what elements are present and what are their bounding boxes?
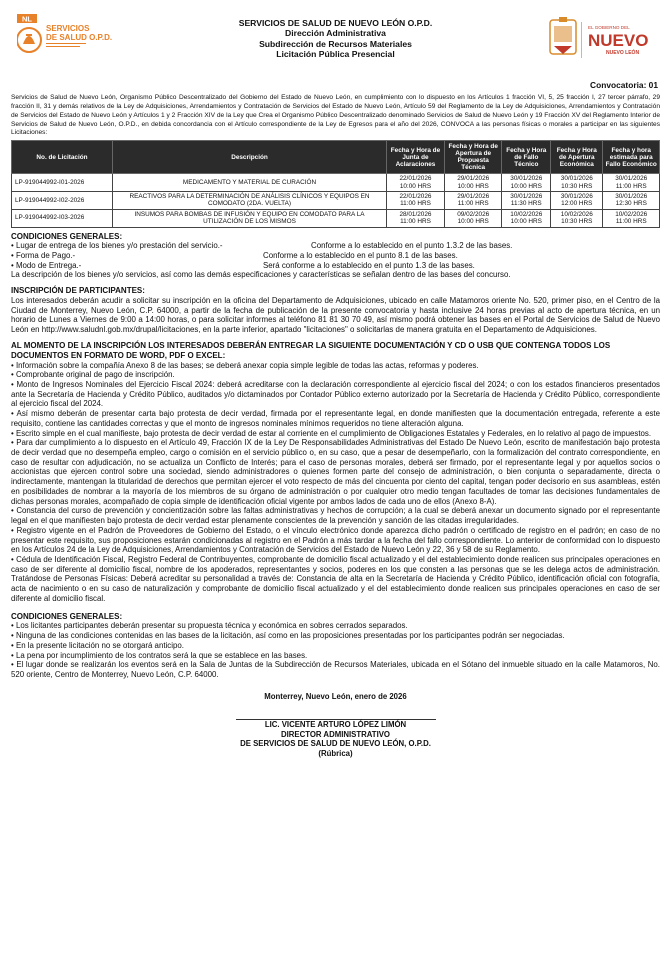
servicios-salud-logo-graphic — [17, 14, 127, 60]
rubrica-label: (Rúbrica) — [318, 748, 353, 758]
signer-org: DE SERVICIOS DE SALUD DE NUEVO LEÓN, O.P.D. — [240, 739, 431, 749]
logo-nl-tag: NL — [22, 14, 32, 24]
doc-item: • Para dar cumplimiento a lo dispuesto en el Artículo 49, Fracción IX de la Ley De Responsabilidades Administrativas del Estado De Nuevo León, escrito de manifestación bajo protesta de decir verdad que no desempeña empleo, cargo o comisión en el servicio público o, en su caso, que a pesar de desempeñarlo, con la formalización del contrato correspondiente, en caso de resultar con adjudicación, no se actualiza un Conflicto de Interés; para el caso de personas morales, deberá ser firmado, por el representante legal y por aquellos socios o accionistas que ejercen control sobre una sociedad, siendo administradores o quienes formen parte del consejo de administración, o bien conjunta o separadamente, directa o indirectamente, mantengan la titularidad de derechos que permitan ejercer el voto respecto de más del cincuenta por ciento del capital, tengan poder decisorio en sus asambleas, estén en posibilidades de nombrar a la mayoría de los miembros de su órgano de administración o por cualquier otro medio tengan facultades de tomar las decisiones fundamentales de dichas personas morales, acompañado de copia simple de identificación oficial vigente por ambos lados de cada uno de ellos (Anexo 8-A). — [11, 438, 660, 506]
inscripcion-text: Los interesados deberán acudir a solicitar su inscripción en la oficina del Departamento de Adquisiciones, ubicado en calle Matamoros oriente No. 520, primer piso, en el Centro de la Ciudad de Monterrey, Nuevo León, C.P. 64000, a partir de la fecha de publicación de la presente convocatoria y hasta inclusive 24 horas previas al acto de apertura técnica, en un horario de Lunes a Viernes de 9:00 a 14:00 horas, o para solicitar informes al teléfono 81 81 30 70 49, así mismo podrá obtener las bases en el Portal de Servicios de Salud de Nuevo León en http://www.saludnl.gob.mx/drupal/licitaciones, en la parte inferior, apartado "licitaciones" o solicitarlas de manera gratuita en el Departamento de Adquisiciones. — [11, 296, 660, 335]
condicion-lugar: • Lugar de entrega de los bienes y/o prestación del servicio.- Conforme a lo establecido en el punto 1.3.2 de las bases. — [11, 241, 513, 251]
condicion-entrega: • Modo de Entrega.- Será conforme a lo establecido en el punto 1.3 de las bases. — [11, 260, 475, 270]
col-apertura-economica: Fecha y Hora de Apertura Económica — [551, 141, 603, 174]
licitaciones-table — [11, 140, 660, 227]
row-date-1: 22/01/2026 11:00 HRS — [387, 192, 445, 210]
condiciones-note: La descripción de los bienes y/o servicios, así como las demás especificaciones y características se señalan dentro de las bases del concurso. — [11, 270, 511, 280]
condicion-item: • La pena por incumplimiento de los contratos será la que se establece en las bases. — [11, 650, 308, 660]
row-date-1: 28/01/2026 11:00 HRS — [387, 209, 445, 227]
row-date-4: 10/02/2026 10:30 HRS — [551, 209, 603, 227]
row-date-2: 09/02/2026 10:00 HRS — [444, 209, 502, 227]
row-date-1: 22/01/2026 10:00 HRS — [387, 174, 445, 192]
row-no: LP-919044992-I03-2026 — [12, 209, 113, 227]
col-no-licitacion: No. de Licitación — [12, 141, 113, 174]
header-dept: Dirección Administrativa — [285, 28, 386, 39]
gobierno-logo-graphic — [548, 16, 652, 64]
document-header — [11, 14, 660, 70]
row-date-3: 30/01/2026 11:30 HRS — [502, 192, 551, 210]
header-org: SERVICIOS DE SALUD DE NUEVO LEÓN O.P.D. — [238, 18, 433, 28]
doc-item: • Comprobante original de pago de inscripción. — [11, 370, 175, 380]
doc-item: • Cédula de Identificación Fiscal, Registro Federal de Contribuyentes, comprobante de domicilio fiscal actualizado y el del establecimiento donde realicen sus principales operaciones en caso de ser diferente al domicilio fiscal, nombre de los apoderados, representantes y socios, poderes en los que consten a las personas que se les delega actos de administración. Tratándose de Personas Físicas: Deberá acreditar su personalidad a través de: Constancia de alta en la Secretaría de Hacienda y Crédito Público, identificación oficial con fotografía, acta de nacimiento o en su caso de naturalización y comprobante de domicilio fiscal actualizado y el del establecimiento donde realicen sus principales operaciones en caso de ser diferente al domicilio fiscal. — [11, 554, 660, 603]
condiciones-generales-2-title: CONDICIONES GENERALES: — [11, 611, 123, 621]
row-date-2: 29/01/2026 10:00 HRS — [444, 174, 502, 192]
row-no: LP-919044992-I02-2026 — [12, 192, 113, 210]
row-desc: INSUMOS PARA BOMBAS DE INFUSIÓN Y EQUIPO EN COMODATO PARA LA UTILIZACIÓN DE LOS MISMOS — [113, 209, 387, 227]
col-junta-aclaraciones: Fecha y Hora de Junta de Aclaraciones — [387, 141, 445, 174]
doc-item: • Así mismo deberán de presentar carta bajo protesta de decir verdad, firmada por el representante legal, en donde manifiesten que la documentación entregada, referente a este requisito, contiene las cantidades correctas y que el monto de ingresos nominales mínimos requeridos no tiene alteración alguna. — [11, 409, 660, 428]
place-date: Monterrey, Nuevo León, enero de 2026 — [264, 691, 407, 701]
row-no: LP-919044992-I01-2026 — [12, 174, 113, 192]
header-subdept: Subdirección de Recursos Materiales — [259, 38, 412, 49]
doc-item: • Constancia del curso de prevención y concientización sobre las faltas administrativas y hechos de corrupción; a la cual se deberá anexar un documento signado por el representante legal en el que manifiesten bajo protesta de decir verdad estar plenamente conscientes de la prevención y sanción de las citadas irregularidades. — [11, 506, 660, 526]
row-desc: MEDICAMENTO Y MATERIAL DE CURACIÓN — [113, 174, 387, 192]
convocatoria-number: Convocatoria: 01 — [590, 80, 658, 90]
documentacion-title: AL MOMENTO DE LA INSCRIPCIÓN LOS INTERESADOS DEBERÁN ENTREGAR LA SIGUIENTE DOCUMENTACIÓN Y CD O USB QUE CONTENGA TODOS LOS DOCUMENTOS EN FORMATO DE WORD, PDF O EXCEL: — [11, 340, 611, 360]
condicion-item: • En la presente licitación no se otorgará anticipo. — [11, 640, 184, 650]
doc-item: • Escrito simple en el cual manifieste, bajo protesta de decir verdad de estar al corriente en el cumplimiento de Obligaciones Estatales y Federales, en lo relativo al pago de impuestos. — [11, 428, 652, 438]
row-date-5: 10/02/2026 11:00 HRS — [603, 209, 660, 227]
table-header-row — [12, 141, 660, 174]
logo-line1: SERVICIOS — [46, 24, 90, 33]
condicion-item: • Ninguna de las condiciones contenidas en las bases de la licitación, así como en las proposiciones presentadas por los participantes podrán ser negociadas. — [11, 631, 565, 641]
row-date-5: 30/01/2026 11:00 HRS — [603, 174, 660, 192]
logo-line2: DE SALUD O.P.D. — [46, 33, 113, 42]
signer-name: LIC. VICENTE ARTURO LÓPEZ LIMÓN — [264, 720, 407, 730]
table-row — [12, 209, 660, 227]
row-date-4: 30/01/2026 10:30 HRS — [551, 174, 603, 192]
condicion-pago: • Forma de Pago.- Conforme a lo establecido en el punto 8.1 de las bases. — [11, 251, 458, 261]
col-fallo-economico: Fecha y hora estimada para Fallo Económico — [603, 141, 660, 174]
row-date-3: 30/01/2026 10:00 HRS — [502, 174, 551, 192]
servicios-salud-logo — [17, 14, 127, 60]
condicion-item: • El lugar donde se realizarán los eventos será en la Sala de Juntas de la Subdirección de Recursos Materiales, ubicada en el Sótano del inmueble situado en la calle Matamoros, No. 520 oriente, Centro de Monterrey, Nuevo León, C.P. 64000. — [11, 660, 660, 679]
logo-right-big: NUEVO — [588, 31, 649, 50]
row-date-3: 10/02/2026 10:00 HRS — [502, 209, 551, 227]
header-title: Licitación Pública Presencial — [276, 48, 395, 59]
col-descripcion: Descripción — [113, 141, 387, 174]
row-date-2: 29/01/2026 11:00 HRS — [444, 192, 502, 210]
doc-item: • Información sobre la compañía Anexo 8 de las bases; se deberá anexar copia simple legible de todas las actas, reformas y poderes. — [11, 360, 479, 370]
logo-right-small: EL GOBIERNO DEL — [588, 25, 630, 30]
signer-role: DIRECTOR ADMINISTRATIVO — [280, 729, 390, 739]
doc-item: • Registro vigente en el Padrón de Proveedores de Gobierno del Estado, o el vínculo electrónico donde aparezca dicho padrón o certificado de registro en el padrón; en caso de no presentar este requisito, sus proposiciones estarán condicionadas al registro en el Padrón a más tardar a la fecha del fallo correspondiente. Lo anterior de conformidad con lo dispuesto en los Artículos 24 de la Ley de Adquisiciones, Arrendamientos y Contratación de Servicios del Estado de Nuevo León y 22, 36 y 58 de su Reglamento. — [11, 525, 660, 555]
col-fallo-tecnico: Fecha y Hora de Fallo Técnico — [502, 141, 551, 174]
table-row — [12, 192, 660, 210]
condiciones-generales-title: CONDICIONES GENERALES: — [11, 231, 123, 241]
intro-paragraph: Servicios de Salud de Nuevo León, Organismo Público Descentralizado del Gobierno del Estado de Nuevo León, en cumplimiento con lo dispuesto en los Artículos 1 fracción VI, 5, 25 fracción I, 27 tercer párrafo, 29 fracción II, 31 y demás relativos de la Ley de Adquisiciones, Arrendamientos y Contratación de Servicios del Estado de Nuevo León, Artículo 59 del Reglamento de la Ley de Adquisiciones, Arrendamientos y Contratación de Servicios del Estado de Nuevo León y Artículos 1 y 2 Fracción XIV de la Ley que Crea el Organismo Público Descentralizado denominado Servicios de Salud de Nuevo León y 19 Fracción XV del Reglamento Interior de Servicios de Salud de Nuevo León, O.P.D., en debida concordancia con el Artículo correspondiente de la Ley de Egresos para el año del 2026, CONVOCA a las personas físicas o morales a participar en las siguientes Licitaciones: — [11, 94, 660, 137]
logo-right-sub: NUEVO LEÓN — [606, 50, 640, 56]
condicion-item: • Los licitantes participantes deberán presentar su propuesta técnica y económica en sobres cerrados separados. — [11, 621, 408, 631]
gobierno-nuevo-leon-logo — [548, 16, 652, 64]
row-date-4: 30/01/2026 12:00 HRS — [551, 192, 603, 210]
row-desc: REACTIVOS PARA LA DETERMINACIÓN DE ANÁLISIS CLÍNICOS Y EQUIPOS EN COMODATO (2DA. VUELTA) — [113, 192, 387, 210]
doc-item: • Monto de Ingresos Nominales del Ejercicio Fiscal 2024: deberá acreditarse con la declaración correspondiente al ejercicio fiscal del 2024; o con los estados financieros presentados ante la Secretaría de Hacienda y Crédito Público, auditados y/o dictaminados por Contador Público externo autorizado por la Secretaría de Hacienda y Crédito Público, correspondiente al ejercicio fiscal del 2024. — [11, 380, 660, 409]
col-apertura-tecnica: Fecha y Hora de Apertura de Propuesta Técnica — [444, 141, 502, 174]
table-row — [12, 174, 660, 192]
row-date-5: 30/01/2026 12:30 HRS — [603, 192, 660, 210]
header-titles — [161, 18, 510, 59]
inscripcion-title: INSCRIPCIÓN DE PARTICIPANTES: — [11, 286, 145, 296]
